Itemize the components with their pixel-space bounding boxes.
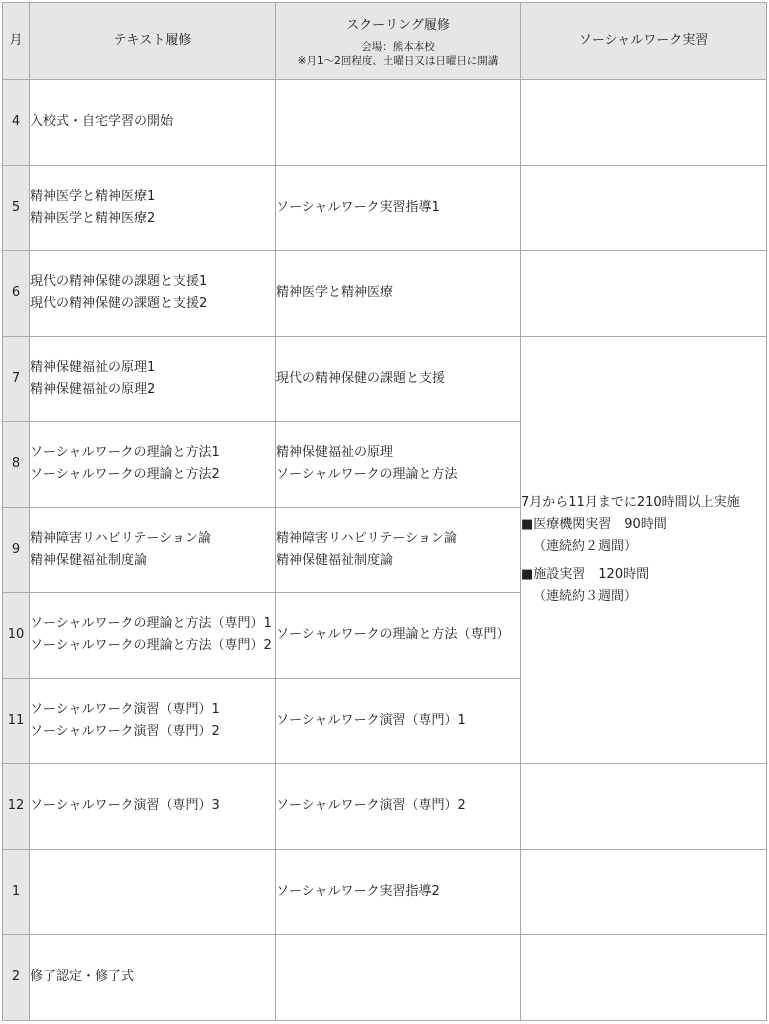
text-study-item: 精神保健福祉の原理2 (30, 381, 156, 397)
schooling-cell (276, 251, 521, 337)
table-row (3, 935, 767, 1021)
text-study-item: 精神医学と精神医療2 (30, 210, 156, 226)
text-study-cell (30, 849, 276, 935)
practicum-cell (521, 80, 767, 166)
practicum-facility-note: （連続約３週間） (533, 588, 638, 604)
practicum-cell (521, 165, 767, 251)
schooling-item: ソーシャルワーク実習指導1 (276, 199, 440, 215)
text-study-item: 入校式・自宅学習の開始 (30, 114, 174, 130)
schooling-item: 精神保健福祉の原理 (276, 445, 394, 461)
schooling-item: ソーシャルワーク実習指導2 (276, 883, 440, 899)
month-cell: 7 (3, 336, 30, 422)
text-study-item: 現代の精神保健の課題と支援1 (30, 274, 208, 290)
text-study-item: 精神医学と精神医療1 (30, 188, 156, 204)
schooling-item: 精神障害リハビリテーション論 (276, 530, 457, 546)
schooling-item: 精神保健福祉制度論 (276, 552, 394, 568)
month-cell: 9 (3, 507, 30, 593)
text-study-cell (30, 251, 276, 337)
month-cell: 2 (3, 935, 30, 1021)
schooling-item: ソーシャルワークの理論と方法 (276, 467, 458, 483)
text-study-cell (30, 80, 276, 166)
practicum-summary: 7月から11月までに210時間以上実施 (521, 494, 740, 510)
practicum-period-cell (521, 336, 767, 764)
practicum-medical-note: （連続約２週間） (533, 538, 638, 554)
text-study-cell (30, 593, 276, 679)
schooling-item: ソーシャルワーク演習（専門）1 (276, 712, 466, 728)
text-study-item: ソーシャルワーク演習（専門）2 (30, 723, 220, 739)
table-row (3, 849, 767, 935)
table-row (3, 80, 767, 166)
schooling-cell (276, 80, 521, 166)
schooling-header-title: スクーリング履修 (346, 18, 450, 33)
text-study-cell (30, 764, 276, 850)
practicum-cell (521, 849, 767, 935)
month-cell: 4 (3, 80, 30, 166)
month-header: 月 (3, 3, 30, 80)
schooling-cell (276, 593, 521, 679)
text-study-item: 現代の精神保健の課題と支援2 (30, 296, 208, 312)
schooling-item: ソーシャルワーク演習（専門）2 (276, 798, 466, 814)
month-cell: 10 (3, 593, 30, 679)
header-row (3, 3, 767, 80)
text-study-cell (30, 678, 276, 764)
month-cell: 12 (3, 764, 30, 850)
month-cell: 11 (3, 678, 30, 764)
text-study-item: ソーシャルワーク演習（専門）1 (30, 701, 220, 717)
text-study-item: 精神保健福祉の原理1 (30, 359, 156, 375)
schooling-venue: 会場：熊本本校 (361, 41, 435, 53)
text-study-item: 精神保健福祉制度論 (30, 552, 148, 568)
month-cell: 6 (3, 251, 30, 337)
text-study-item: ソーシャルワークの理論と方法1 (30, 445, 220, 461)
schooling-cell (276, 764, 521, 850)
schooling-item: 現代の精神保健の課題と支援 (276, 370, 446, 386)
practicum-cell (521, 764, 767, 850)
practicum-facility: ■施設実習 120時間 (521, 566, 650, 582)
curriculum-schedule-table (2, 2, 767, 1021)
text-study-item: ソーシャルワークの理論と方法（専門）1 (30, 616, 272, 632)
text-study-cell (30, 336, 276, 422)
schooling-cell (276, 849, 521, 935)
practicum-header: ソーシャルワーク実習 (521, 3, 767, 80)
schooling-header (276, 3, 521, 80)
text-study-cell (30, 507, 276, 593)
month-cell: 1 (3, 849, 30, 935)
schooling-cell (276, 165, 521, 251)
schooling-cell (276, 507, 521, 593)
text-study-item: 精神障害リハビリテーション論 (30, 530, 211, 546)
text-study-item: ソーシャルワーク演習（専門）3 (30, 798, 220, 814)
text-study-cell (30, 422, 276, 508)
table-row (3, 764, 767, 850)
schooling-cell (276, 336, 521, 422)
practicum-medical: ■医療機関実習 90時間 (521, 516, 667, 532)
month-cell: 8 (3, 422, 30, 508)
table-row (3, 336, 767, 422)
text-study-item: 修了認定・修了式 (30, 969, 135, 985)
schooling-note: ※月1～2回程度、土曜日又は日曜日に開講 (297, 55, 499, 67)
practicum-cell (521, 935, 767, 1021)
schooling-item: 精神医学と精神医療 (276, 285, 394, 301)
schooling-cell (276, 422, 521, 508)
schooling-cell (276, 678, 521, 764)
text-study-header: テキスト履修 (30, 3, 276, 80)
text-study-item: ソーシャルワークの理論と方法（専門）2 (30, 638, 272, 654)
table-row (3, 251, 767, 337)
text-study-cell (30, 165, 276, 251)
table-row (3, 165, 767, 251)
month-cell: 5 (3, 165, 30, 251)
schooling-cell (276, 935, 521, 1021)
text-study-item: ソーシャルワークの理論と方法2 (30, 467, 220, 483)
practicum-cell (521, 251, 767, 337)
text-study-cell (30, 935, 276, 1021)
schooling-item: ソーシャルワークの理論と方法（専門） (276, 627, 510, 643)
